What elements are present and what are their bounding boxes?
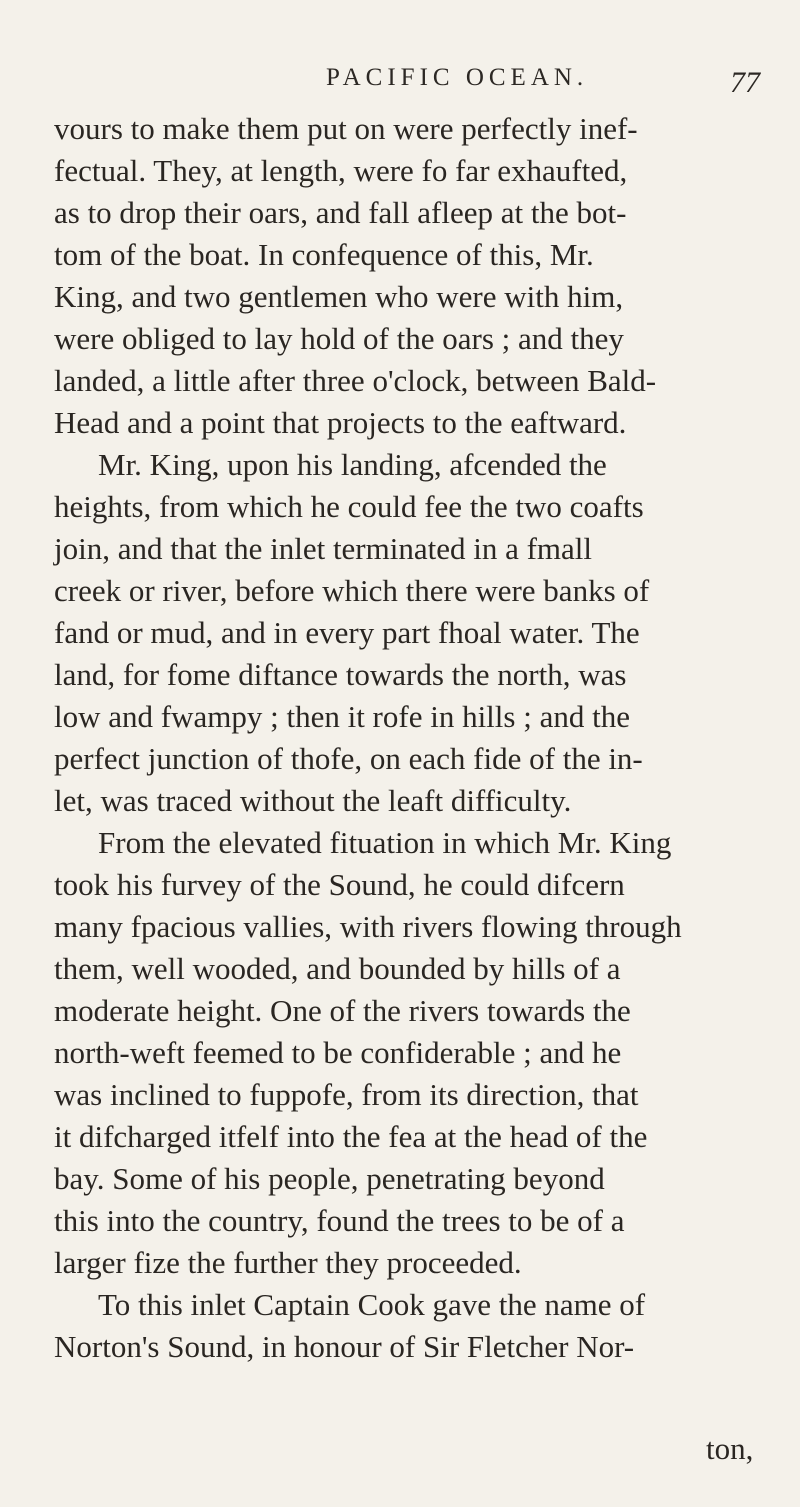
text-line: From the elevated fituation in which Mr. King <box>98 825 672 860</box>
text-line: were obliged to lay hold of the oars ; and they <box>54 321 624 356</box>
text-line: fectual. They, at length, were fo far exhaufted, <box>54 153 628 188</box>
text-line: this into the country, found the trees to be of a <box>54 1203 625 1238</box>
text-line: as to drop their oars, and fall afleep at the bot- <box>54 195 627 230</box>
text-line: heights, from which he could fee the two coafts <box>54 489 644 524</box>
text-line: Head and a point that projects to the eaftward. <box>54 405 627 440</box>
text-line: many fpacious vallies, with rivers flowing through <box>54 909 682 944</box>
text-line: land, for fome diftance towards the north, was <box>54 657 627 692</box>
text-line: perfect junction of thofe, on each fide of the in- <box>54 741 643 776</box>
page-number: 77 <box>730 66 760 99</box>
text-line: low and fwampy ; then it rofe in hills ; and the <box>54 699 630 734</box>
text-line: it difcharged itfelf into the fea at the head of the <box>54 1119 648 1154</box>
catchword: ton, <box>706 1431 754 1466</box>
text-line: north-weft feemed to be confiderable ; and he <box>54 1035 622 1070</box>
text-line: moderate height. One of the rivers towards the <box>54 993 631 1028</box>
body-text <box>54 108 794 1368</box>
text-line: tom of the boat. In confequence of this, Mr. <box>54 237 594 272</box>
text-line: fand or mud, and in every part fhoal water. The <box>54 615 640 650</box>
text-line: was inclined to fuppofe, from its direction, that <box>54 1077 639 1112</box>
text-line: join, and that the inlet terminated in a fmall <box>54 531 593 566</box>
text-line: bay. Some of his people, penetrating beyond <box>54 1161 605 1196</box>
text-line: To this inlet Captain Cook gave the name of <box>98 1287 646 1322</box>
text-line: Mr. King, upon his landing, afcended the <box>98 447 607 482</box>
text-line: took his furvey of the Sound, he could difcern <box>54 867 625 902</box>
text-line: let, was traced without the leaft difficulty. <box>54 783 572 818</box>
running-title: PACIFIC OCEAN. <box>326 64 589 91</box>
text-line: King, and two gentlemen who were with him, <box>54 279 624 314</box>
text-line: larger fize the further they proceeded. <box>54 1245 522 1280</box>
text-line: them, well wooded, and bounded by hills of a <box>54 951 621 986</box>
text-line: Norton's Sound, in honour of Sir Fletcher Nor- <box>54 1329 635 1364</box>
text-line: landed, a little after three o'clock, between Bald- <box>54 363 657 398</box>
text-line: vours to make them put on were perfectly inef- <box>54 111 638 146</box>
text-line: creek or river, before which there were banks of <box>54 573 650 608</box>
